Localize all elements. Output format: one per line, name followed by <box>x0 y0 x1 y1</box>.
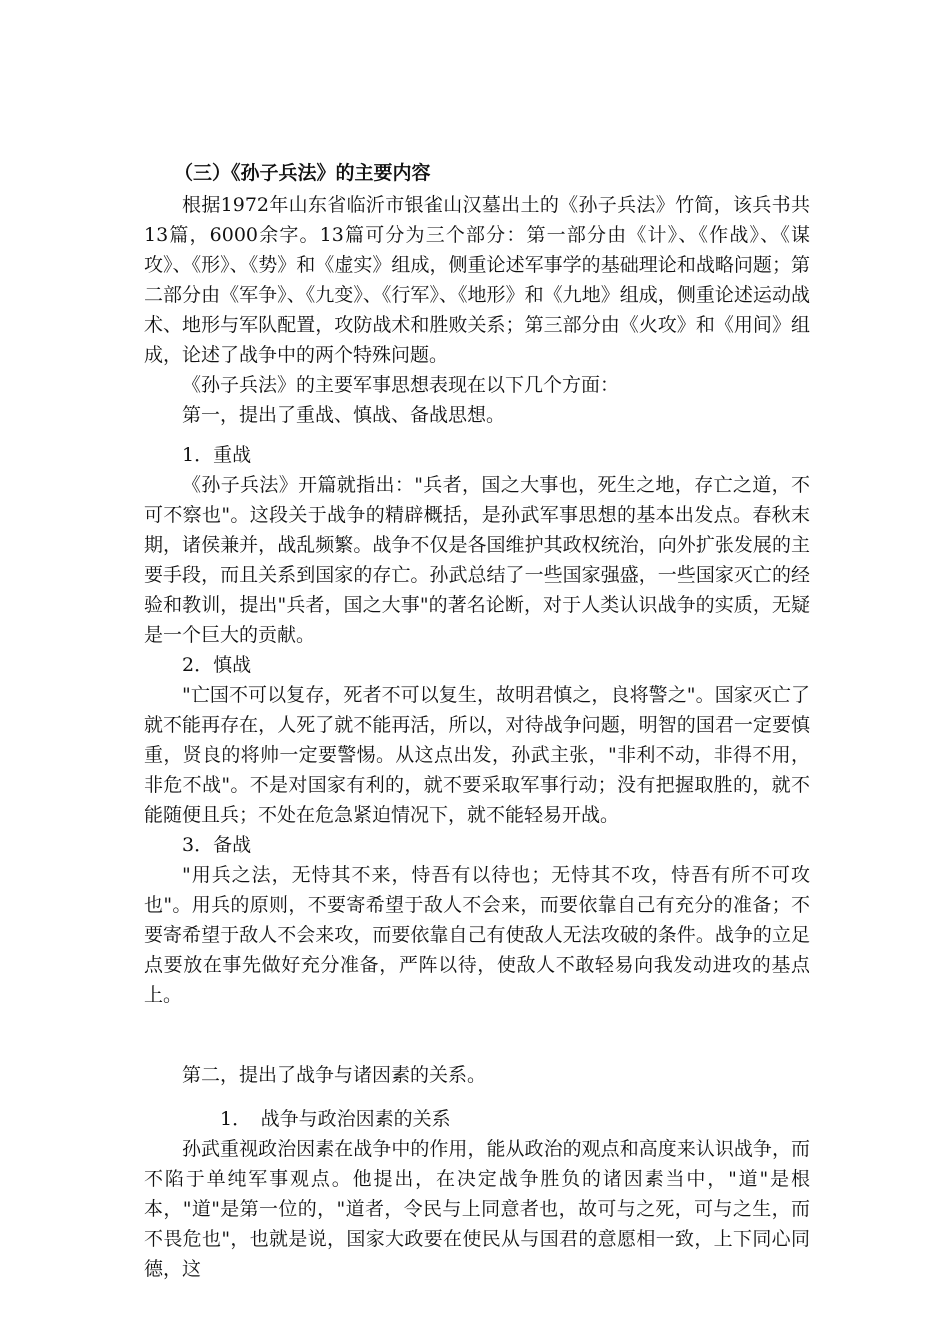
intro-paragraph: 根据1972年山东省临沂市银雀山汉墓出土的《孙子兵法》竹简，该兵书共13篇，6000余字。13篇可分为三个部分：第一部分由《计》、《作战》、《谋攻》、《形》、《势》和《虚实》组成，侧重论述军事学的基础理论和战略问题；第二部分由《军争》、《九变》、《行军》、《地形》和《九地》组成，侧重论述运动战术、地形与军队配置，攻防战术和胜败关系；第三部分由《火攻》和《用间》组成，论述了战争中的两个特殊问题。 <box>144 194 810 366</box>
subheading-shenzhan: 2．慎战 <box>182 654 252 676</box>
subheading-zhongzhan: 1．重战 <box>182 444 252 466</box>
document-page <box>144 158 810 1284</box>
paragraph-beizhan: "用兵之法，无恃其不来，恃吾有以待也；无恃其不攻，恃吾有所不可攻也"。用兵的原则，不要寄希望于敌人不会来，而要依靠自己有充分的准备；不要寄希望于敌人不会来攻，而要依靠自己有使敌人无法攻破的条件。战争的立足点要放在事先做好充分准备，严阵以待，使敌人不敢轻易向我发动进攻的基点上。 <box>144 864 810 1006</box>
second-point-heading: 第二，提出了战争与诸因素的关系。 <box>182 1064 487 1086</box>
subheading-beizhan: 3．备战 <box>182 834 252 856</box>
paragraph-politics: 孙武重视政治因素在战争中的作用，能从政治的观点和高度来认识战争，而不陷于单纯军事观点。他提出，在决定战争胜负的诸因素当中，"道"是根本，"道"是第一位的，"道者，令民与上同意者也，故可与之死，可与之生，而不畏危也"，也就是说，国家大政要在使民从与国君的意愿相一致，上下同心同德，这 <box>144 1138 810 1280</box>
subheading-politics: 1． 战争与政治因素的关系 <box>220 1108 451 1130</box>
thought-intro-paragraph: 《孙子兵法》的主要军事思想表现在以下几个方面： <box>182 374 620 396</box>
section-heading: （三）《孙子兵法》的主要内容 <box>174 162 431 184</box>
paragraph-zhongzhan: 《孙子兵法》开篇就指出："兵者，国之大事也，死生之地，存亡之道，不可不察也"。这段关于战争的精辟概括，是孙武军事思想的基本出发点。春秋末期，诸侯兼并，战乱频繁。战争不仅是各国维护其政权统治，向外扩张发展的主要手段，而且关系到国家的存亡。孙武总结了一些国家强盛，一些国家灭亡的经验和教训，提出"兵者，国之大事"的著名论断，对于人类认识战争的实质，无疑是一个巨大的贡献。 <box>144 474 810 646</box>
paragraph-shenzhan: "亡国不可以复存，死者不可以复生，故明君慎之，良将警之"。国家灭亡了就不能再存在，人死了就不能再活，所以，对待战争问题，明智的国君一定要慎重，贤良的将帅一定要警惕。从这点出发，孙武主张，"非利不动，非得不用，非危不战"。不是对国家有利的，就不要采取军事行动；没有把握取胜的，就不能随便且兵；不处在危急紧迫情况下，就不能轻易开战。 <box>144 684 810 826</box>
first-point-heading: 第一，提出了重战、慎战、备战思想。 <box>182 404 506 426</box>
